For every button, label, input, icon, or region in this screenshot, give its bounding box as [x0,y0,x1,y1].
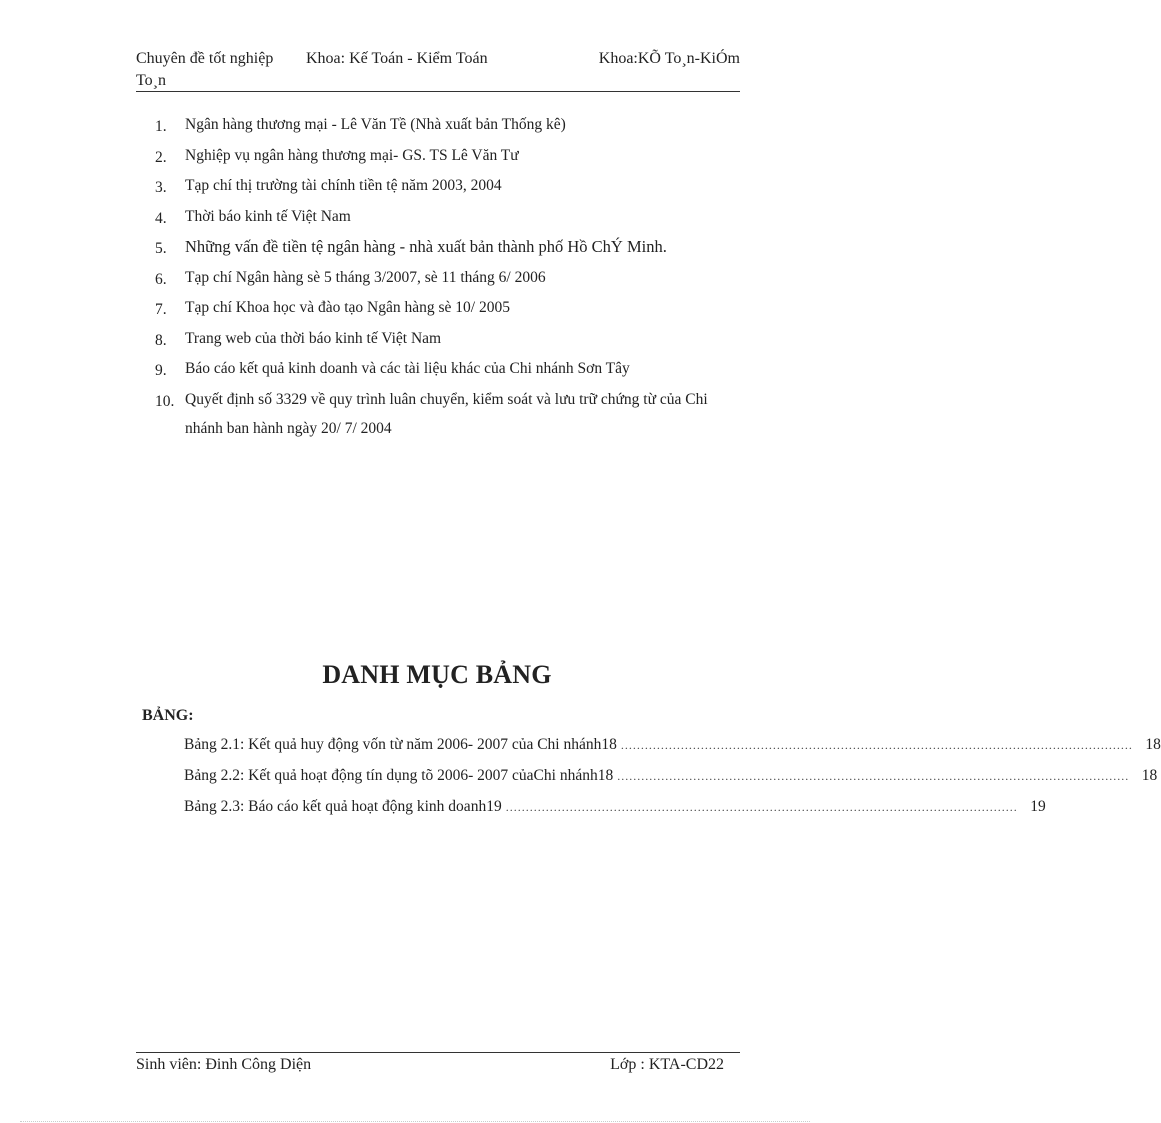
footer-class: Lớp : KTA-CD22 [610,1056,724,1073]
table-of-tables [184,736,1161,829]
header-right: Khoa:KÕ To¸n-KiÓm [598,50,740,67]
reference-text: Quyết định số 3329 về quy trình luân chuyển, kiểm soát và lưu trữ chứng từ của Chi nhánh ban hành ngày 20/ 7/ 2004 [185,390,708,437]
footer-rule [136,1052,740,1053]
reference-item [155,236,740,267]
page-header [136,48,740,92]
reference-text: Nghiệp vụ ngân hàng thương mại- GS. TS Lê Văn Tư [185,146,519,164]
reference-text: Tạp chí thị trường tài chính tiền tệ năm 2003, 2004 [185,177,502,194]
reference-item [155,114,740,145]
reference-number: 9. [155,362,167,379]
toc-entry-label: Bảng 2.2: Kết quả hoạt động tín dụng tõ 2006- 2007 củaChi nhánh18 [184,767,614,784]
reference-item [155,175,740,206]
header-wrap: To¸n [136,72,166,89]
list-of-tables-title: DANH MỤC BẢNG [322,660,552,689]
reference-item [155,206,740,237]
reference-number: 8. [155,331,167,349]
reference-item [155,267,740,298]
reference-item [155,145,740,176]
reference-text: Tạp chí Khoa học và đào tạo Ngân hàng sè 10/ 2005 [185,299,510,316]
reference-number: 2. [155,148,167,166]
header-rule [136,91,740,92]
reference-number: 4. [155,209,167,227]
reference-text: Những vấn đề tiền tệ ngân hàng - nhà xuất bản thành phố Hồ ChÝ Minh. [185,237,667,256]
reference-text: Báo cáo kết quả kinh doanh và các tài liệu khác của Chi nhánh Sơn Tây [185,360,630,377]
tables-section-label: BẢNG: [142,707,194,724]
page-bottom-border [20,1121,810,1122]
header-left: Chuyên đề tốt nghiệp [136,50,274,67]
page-footer [136,1056,740,1074]
reference-item [155,328,740,359]
toc-entry[interactable] [184,798,1046,829]
reference-text: Ngân hàng thương mại - Lê Văn Tề (Nhà xuất bản Thống kê) [185,116,566,133]
toc-page-number: 18 [1145,736,1161,753]
toc-entry[interactable] [184,736,1161,767]
toc-leader-dots: ................................................................................................................................ [617,769,1130,783]
reference-item [155,389,740,443]
reference-item [155,297,740,328]
reference-number: 10. [155,392,175,410]
reference-number: 6. [155,270,167,288]
toc-page-number: 18 [1141,767,1158,784]
footer-student: Sinh viên: Đinh Công Diện [136,1056,312,1073]
reference-number: 7. [155,301,167,318]
reference-text: Tạp chí Ngân hàng sè 5 tháng 3/2007, sè 11 tháng 6/ 2006 [185,268,546,286]
reference-list [155,114,740,443]
toc-leader-dots: ................................................................................................................................ [505,800,1018,814]
header-center: Khoa: Kế Toán - Kiểm Toán [306,50,488,67]
reference-number: 5. [155,240,167,257]
reference-number: 1. [155,118,167,135]
toc-entry-label: Bảng 2.1: Kết quả huy động vốn từ năm 2006- 2007 của Chi nhánh18 [184,736,617,753]
toc-entry-label: Bảng 2.3: Báo cáo kết quả hoạt động kinh doanh19 [184,798,502,815]
reference-text: Thời báo kinh tế Việt Nam [185,207,351,225]
toc-entry[interactable] [184,767,1158,798]
toc-page-number: 19 [1030,798,1046,815]
reference-number: 3. [155,179,167,196]
reference-text: Trang web của thời báo kinh tế Việt Nam [185,329,442,347]
toc-leader-dots: ................................................................................................................................ [620,738,1133,752]
